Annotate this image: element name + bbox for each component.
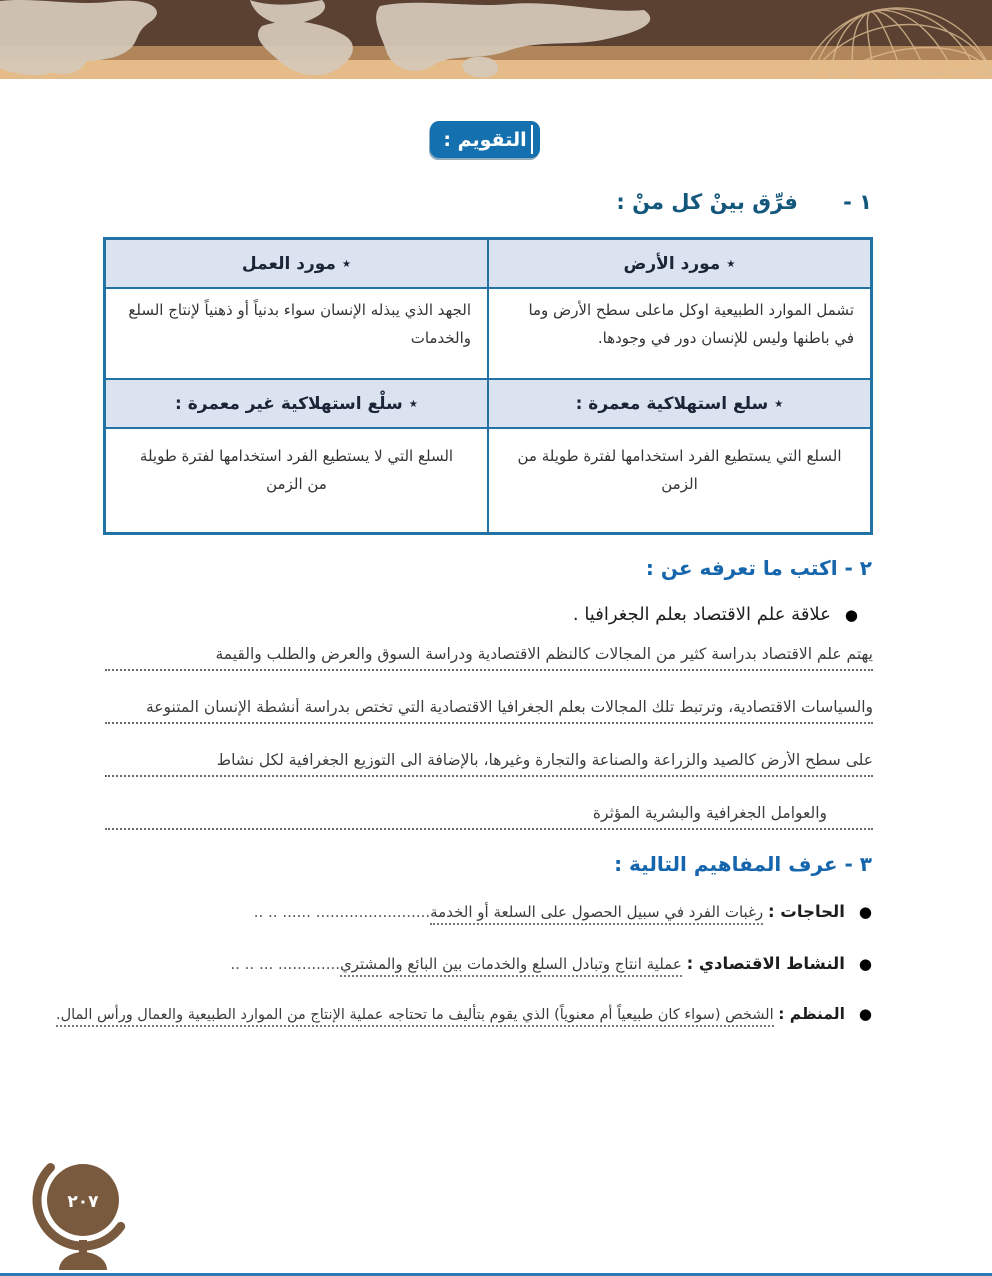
dotted-trailer: ........................ ...... .. .. (253, 903, 431, 921)
definition-organizer: الشخص (سواء كان طبيعياً أم معنوياً) الذي يقوم بتأليف ما تحتاجه عملية الإنتاج من الموارد الطبيعية والعمال ورأس المال. (56, 1007, 774, 1027)
world-map-graphic (0, 0, 992, 79)
answer-line-4: والعوامل الجغرافية والبشرية المؤثرة (105, 804, 873, 830)
header-banner (0, 0, 992, 79)
page-number: ٢٠٧ (67, 1192, 99, 1212)
question2-heading: ٢ - اكتب ما تعرفه عن : (645, 556, 872, 580)
dotted-trailer: ............. ... .. .. (230, 955, 341, 973)
table-header-land-resource: ٭ مورد الأرض (488, 239, 871, 288)
term-economic-activity: النشاط الاقتصادي : (686, 954, 845, 973)
table-header-non-durable-goods: ٭ سلْع استهلاكية غير معمرة : (105, 379, 488, 428)
term-organizer: المنظم : (778, 1005, 845, 1023)
bullet-dot-icon: ● (844, 606, 858, 624)
evaluation-title-badge (430, 121, 540, 158)
comparison-table (103, 237, 873, 535)
question2-bullet-item (573, 604, 858, 625)
question1-number: ١ - (843, 190, 872, 214)
bullet-dot-icon: ● (858, 955, 872, 973)
table-cell-durable-definition: السلع التي يستطيع الفرد استخدامها لفترة طويلة من الزمن (488, 428, 871, 533)
evaluation-title-label: التقويم : (443, 128, 527, 151)
definition-economic-activity: عملية انتاج وتبادل السلع والخدمات بين البائع والمشتري (340, 955, 682, 977)
definition-item-organizer (6, 1005, 872, 1023)
question3-heading: ٣ - عرف المفاهيم التالية : (614, 852, 872, 876)
definition-item-needs (6, 902, 872, 921)
bullet-dot-icon: ● (858, 1005, 872, 1023)
globe-page-number-icon (25, 1156, 145, 1276)
table-cell-labor-definition: الجهد الذي يبذله الإنسان سواء بدنياً أو ذهنياً لإنتاج السلع والخدمات (105, 288, 488, 379)
question1-text: فرِّق بينْ كل منْ : (616, 190, 798, 214)
globe-wireframe-graphic (774, 0, 992, 79)
table-cell-non-durable-definition: السلع التي لا يستطيع الفرد استخدامها لفترة طويلة من الزمن (105, 428, 488, 533)
table-cell-land-definition: تشمل الموارد الطبيعية اوكل ماعلى سطح الأرض وما في باطنها وليس للإنسان دور في وجودها. (488, 288, 871, 379)
table-header-labor-resource: ٭ مورد العمل (105, 239, 488, 288)
answer-line-3: على سطح الأرض كالصيد والزراعة والصناعة والتجارة وغيرها، بالإضافة الى التوزيع الجغرافية لكل نشاط (105, 751, 873, 777)
question1-heading (616, 190, 872, 214)
bullet-dot-icon: ● (858, 903, 872, 921)
answer-line-2: والسياسات الاقتصادية، وترتبط تلك المجالات بعلم الجغرافيا الاقتصادية التي تختص بدراسة أنشطة الإنسان المتنوعة (105, 698, 873, 724)
badge-accent-line (531, 125, 533, 154)
definition-needs: رغبات الفرد في سبيل الحصول على السلعة أو الخدمة (430, 903, 763, 925)
answer-line-1: يهتم علم الاقتصاد بدراسة كثير من المجالات كالنظم الاقتصادية ودراسة السوق والعرض والطلب والقيمة (105, 645, 873, 671)
term-needs: الحاجات : (767, 902, 845, 921)
table-header-durable-goods: ٭ سلع استهلاكية معمرة : (488, 379, 871, 428)
definition-item-economic-activity (6, 954, 872, 973)
question2-bullet-text: علاقة علم الاقتصاد بعلم الجغرافيا . (572, 604, 831, 625)
